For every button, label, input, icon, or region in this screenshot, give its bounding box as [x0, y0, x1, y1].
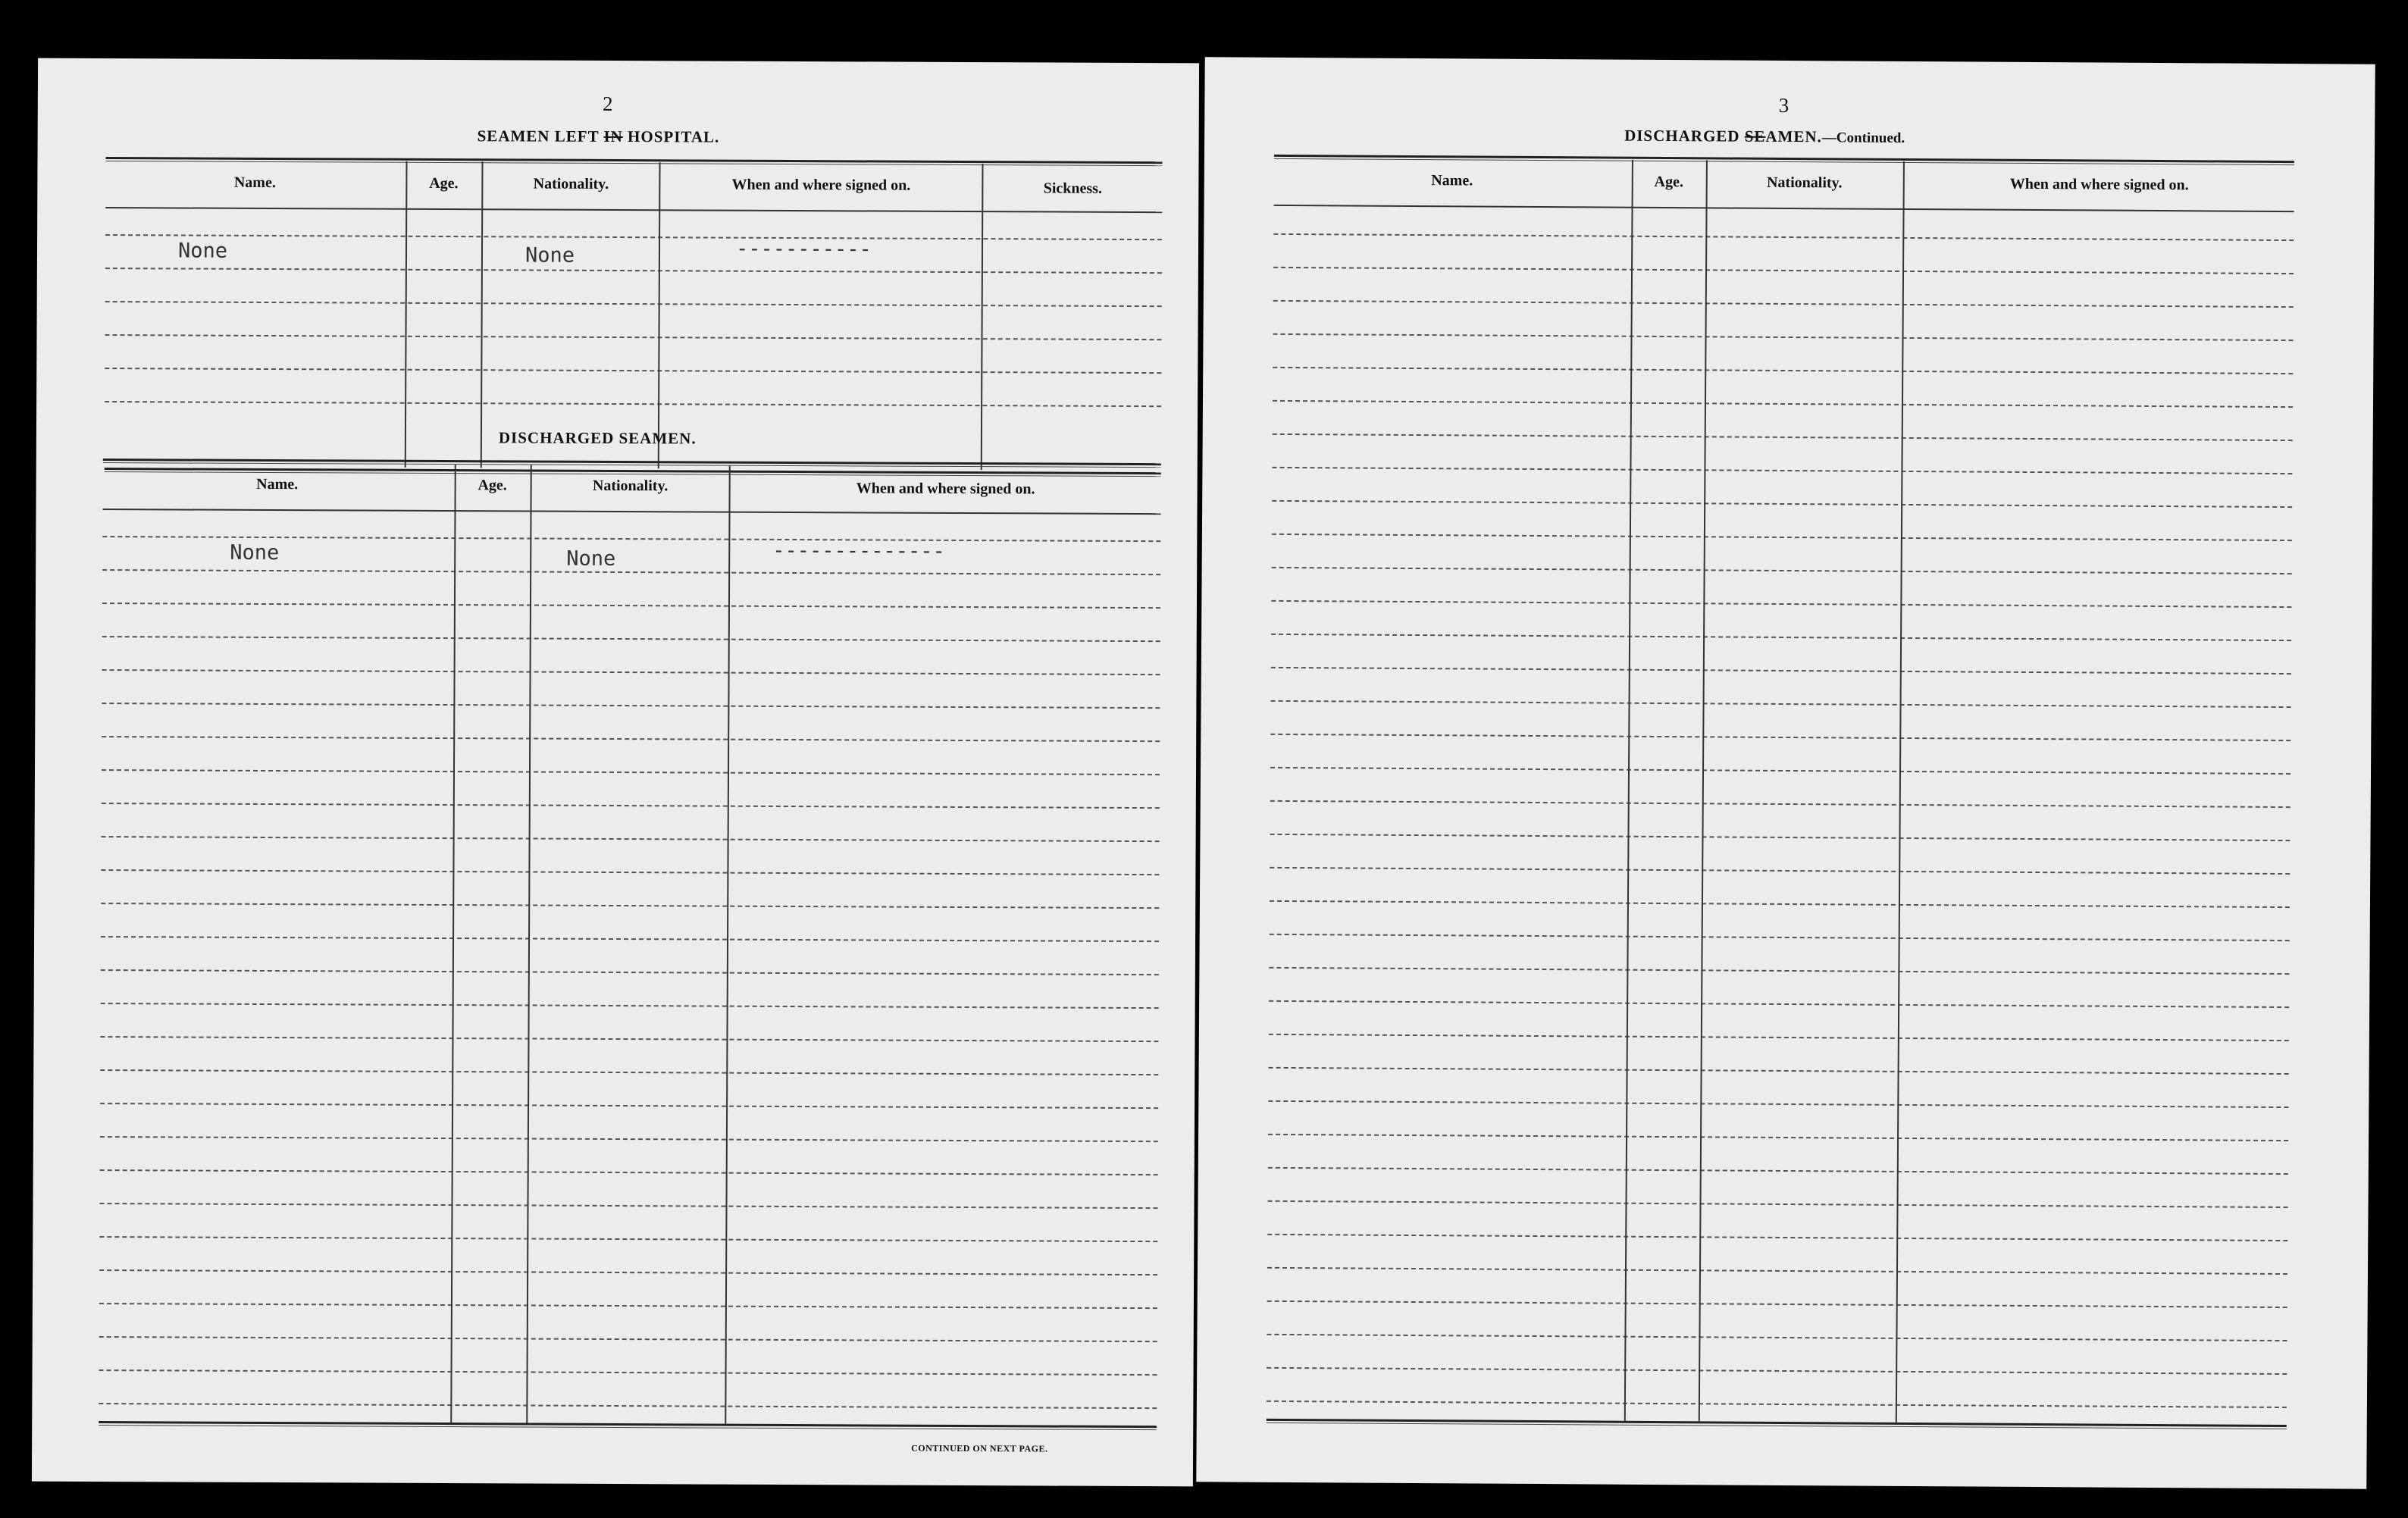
col-header-age: Age. [1654, 173, 1683, 191]
ruled-row [100, 1169, 1158, 1175]
ruled-row [1273, 333, 2294, 341]
ruled-row [1271, 700, 2291, 708]
ruled-row [1273, 233, 2294, 241]
col-header-nationality: Nationality. [1766, 174, 1843, 192]
col-header-sickness: Sickness. [1043, 180, 1103, 197]
ruled-row [101, 1003, 1159, 1009]
title-continued: —Continued. [1821, 130, 1905, 146]
column-divider [1624, 160, 1633, 1421]
ruled-row [99, 1236, 1157, 1242]
ruled-row [99, 1336, 1157, 1342]
column-divider [405, 161, 408, 468]
ruled-row [99, 1403, 1157, 1409]
ruled-row [1268, 1167, 2288, 1175]
ruled-row [1270, 900, 2290, 908]
discharged-entry-nationality: None [566, 546, 616, 571]
ruled-row [1272, 467, 2292, 474]
ruled-row [105, 268, 1162, 274]
ruled-row [1268, 1100, 2288, 1108]
col-header-nationality: Nationality. [592, 477, 669, 495]
title-prefix: DISCHARGED [1624, 126, 1745, 146]
ruled-row [102, 703, 1160, 709]
ruled-row [1269, 1000, 2289, 1008]
hospital-table-top-rule [106, 157, 1163, 166]
discharged-entry-name: None [230, 540, 280, 565]
table-bottom-rule [1267, 1419, 2287, 1429]
column-divider [658, 162, 661, 468]
ruled-row [100, 1069, 1158, 1075]
ruled-row [100, 1136, 1158, 1142]
continued-footer: CONTINUED ON NEXT PAGE. [911, 1442, 1048, 1454]
ruled-row [1273, 400, 2293, 408]
discharged-section-title: DISCHARGED SEAMEN. [498, 428, 697, 448]
ruled-row [1268, 1134, 2288, 1141]
header-rule [1274, 205, 2294, 212]
discharged-table-bottom-rule [99, 1421, 1157, 1430]
ruled-row [105, 301, 1162, 307]
ruled-row [1272, 534, 2292, 541]
hospital-section-title [478, 127, 720, 146]
header-rule [103, 509, 1161, 515]
ruled-row [1270, 767, 2291, 775]
title-suffix: AMEN. [1765, 127, 1822, 146]
column-divider [1896, 161, 1905, 1423]
ruled-row [1268, 1200, 2288, 1208]
ruled-row [1270, 734, 2291, 741]
col-header-signed-on: When and where signed on. [2009, 175, 2189, 194]
ruled-row [101, 869, 1159, 875]
page-number: 2 [603, 92, 613, 115]
ruled-row [1273, 367, 2293, 374]
column-divider [725, 466, 731, 1424]
ruled-row [102, 836, 1160, 842]
discharged-table-top-rule [103, 459, 1161, 468]
ruled-row [1273, 267, 2294, 274]
ruled-row [101, 936, 1159, 942]
title-suffix: HOSPITAL. [622, 127, 720, 146]
hospital-entry-name: None [177, 239, 228, 263]
ruled-row [100, 1036, 1158, 1042]
ruled-row [1273, 433, 2293, 441]
ruled-row [101, 903, 1159, 909]
table-top-rule [1274, 155, 2294, 165]
ruled-row [99, 1303, 1157, 1309]
ruled-row [1270, 934, 2290, 941]
ruled-row [1267, 1300, 2287, 1308]
title-prefix: SEAMEN LEFT [477, 127, 604, 146]
right-ruled-rows [1205, 57, 2375, 64]
ruled-row [1271, 634, 2291, 641]
right-page [1196, 57, 2375, 1488]
ruled-row [102, 669, 1160, 675]
column-divider [481, 161, 484, 468]
ruled-row [1272, 500, 2292, 508]
ruled-row [1269, 1067, 2289, 1075]
ruled-row [1273, 300, 2294, 308]
ruled-row [99, 1269, 1157, 1275]
ruled-row [105, 234, 1162, 240]
ruled-row [1267, 1234, 2287, 1241]
ruled-row [105, 401, 1161, 407]
hospital-entry-signed-on: ----------- [735, 236, 872, 261]
col-header-name: Name. [233, 174, 276, 192]
discharged-entry-signed-on: -------------- [772, 538, 945, 563]
title-struck-word: IN [603, 127, 623, 146]
ruled-row [102, 769, 1160, 775]
ruled-row [102, 603, 1160, 609]
column-divider [1699, 160, 1708, 1421]
ruled-row [1267, 1401, 2287, 1408]
ruled-row [1271, 600, 2291, 608]
ruled-row [100, 1203, 1158, 1209]
discharged-ruled-rows [38, 58, 1199, 64]
col-header-age: Age. [478, 477, 507, 494]
ruled-row [1270, 800, 2291, 808]
col-header-signed-on: When and where signed on. [856, 480, 1035, 498]
ruled-row [101, 969, 1159, 975]
discharged-continued-title [1624, 127, 1905, 147]
title-struck-letters: SE [1744, 127, 1766, 146]
ruled-row [105, 334, 1162, 340]
page-number: 3 [1778, 93, 1790, 117]
ruled-row [1271, 667, 2291, 674]
ruled-row [1267, 1267, 2287, 1275]
left-page [32, 58, 1199, 1487]
col-header-nationality: Nationality. [533, 175, 609, 192]
ruled-row [102, 569, 1160, 575]
ruled-row [102, 736, 1160, 742]
col-header-name: Name. [1431, 172, 1473, 189]
ruled-row [1269, 967, 2289, 975]
ruled-row [105, 368, 1161, 374]
ruled-row [1270, 867, 2290, 875]
hospital-entry-nationality: None [524, 243, 575, 268]
header-rule [105, 207, 1162, 213]
ruled-row [1267, 1334, 2287, 1341]
ruled-row [1269, 1034, 2289, 1041]
col-header-age: Age. [429, 174, 459, 192]
ruled-row [99, 1369, 1157, 1376]
ruled-row [102, 636, 1160, 642]
ruled-row [100, 1103, 1158, 1109]
col-header-name: Name. [256, 475, 299, 493]
ruled-row [1267, 1367, 2287, 1375]
column-divider [526, 465, 532, 1423]
col-header-signed-on: When and where signed on. [731, 176, 911, 194]
ruled-row [102, 803, 1160, 809]
column-divider [450, 465, 456, 1423]
ruled-row [1270, 834, 2290, 841]
ruled-row [1272, 567, 2292, 574]
column-divider [981, 164, 984, 470]
